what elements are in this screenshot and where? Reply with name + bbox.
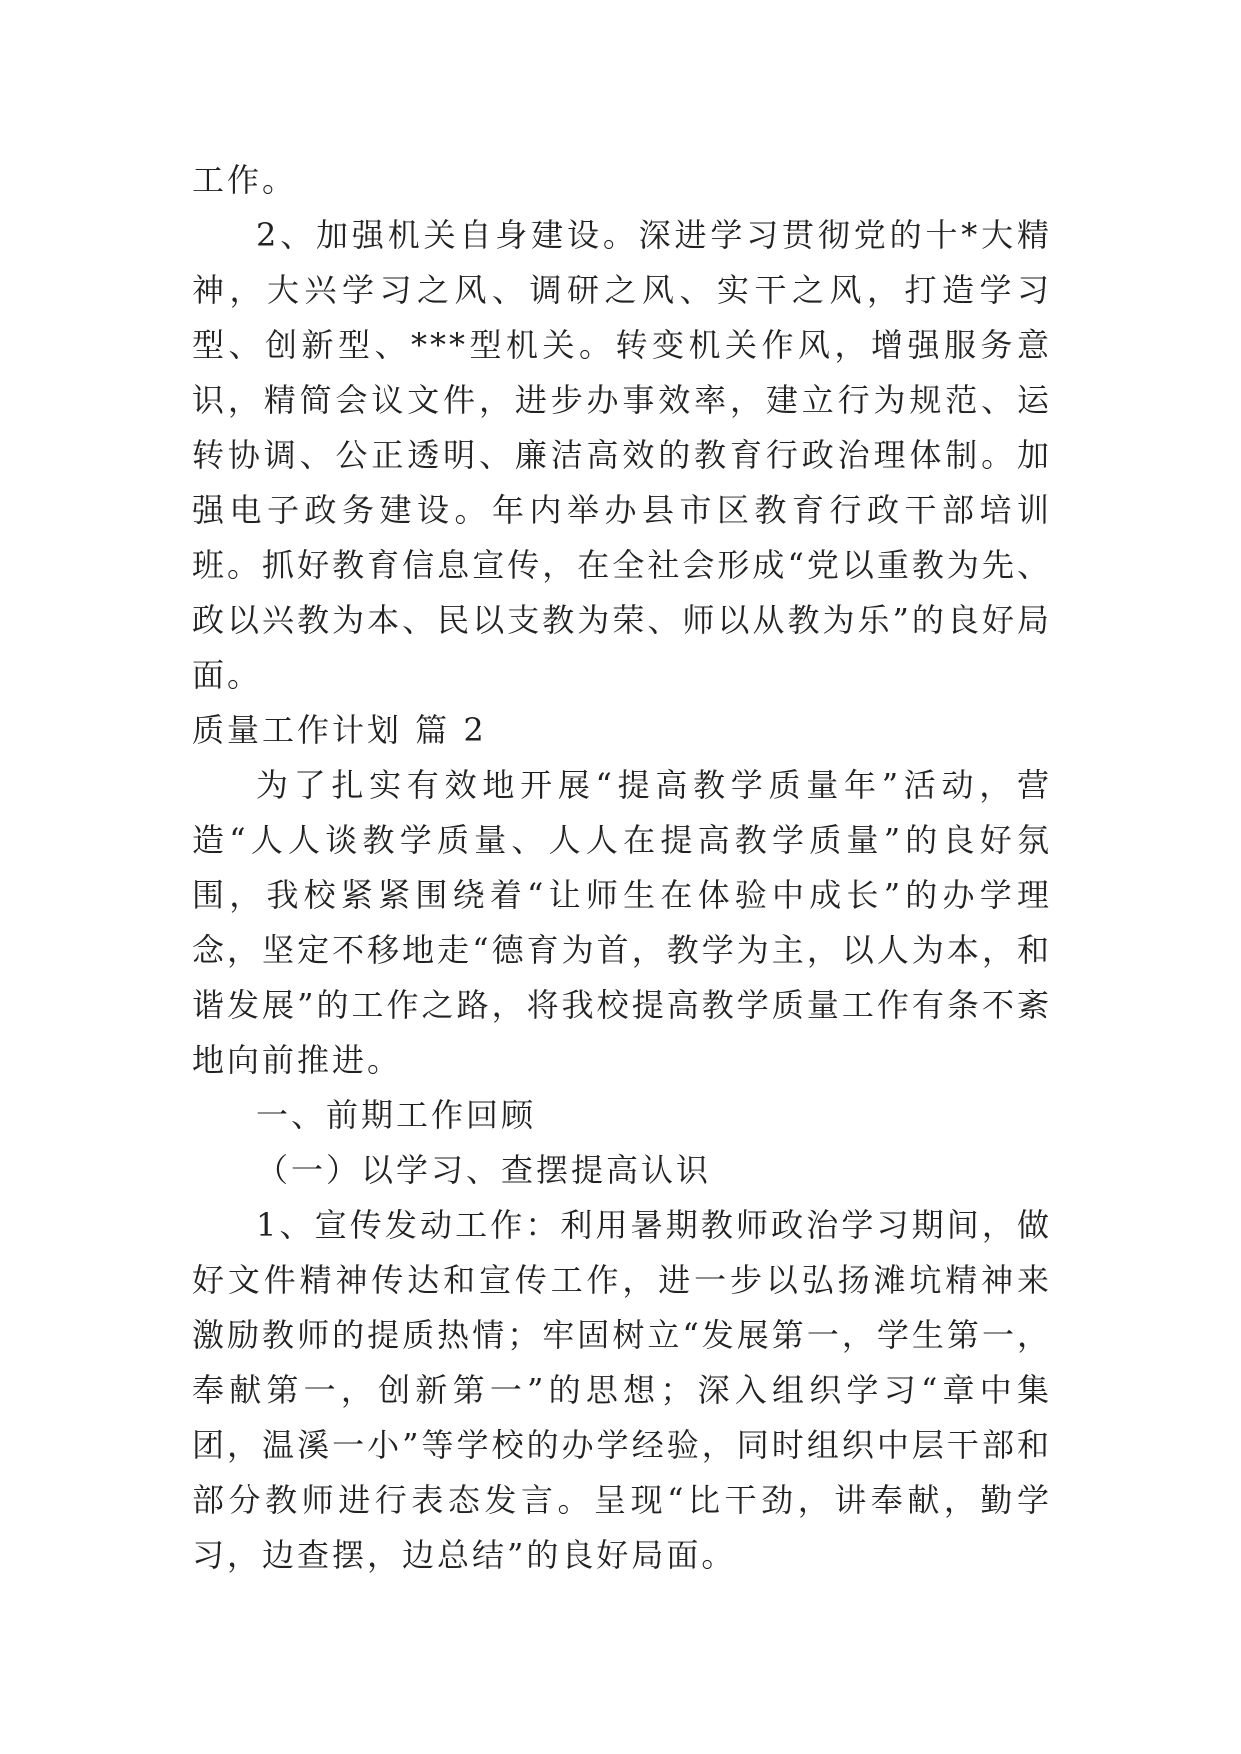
paragraph-agency-building: 2、加强机关自身建设。深进学习贯彻党的十*大精神，大兴学习之风、调研之风、实干之风，打造学习型、创新型、***型机关。转变机关作风，增强服务意识，精简会议文件，进步办事效率，建立行为规范、运转协调、公正透明、廉洁高效的教育行政治理体制。加强电子政务建设。年内举办县市区教育行政干部培训班。抓好教育信息宣传，在全社会形成“党以重教为先、政以兴教为本、民以支教为荣、师以从教为乐”的良好局面。 xyxy=(192,216,1052,694)
paragraph-intro: 为了扎实有效地开展“提高教学质量年”活动，营造“人人谈教学质量、人人在提高教学质量”的良好氛围，我校紧紧围绕着“让师生在体验中成长”的办学理念，坚定不移地走“德育为首，教学为主，以人为本，和谐发展”的工作之路，将我校提高教学质量工作有条不紊地向前推进。 xyxy=(192,766,1052,1079)
document-body xyxy=(192,153,1052,1583)
paragraph-continuation: 工作。 xyxy=(192,161,298,199)
paragraph-publicity: 1、宣传发动工作：利用暑期教师政治学习期间，做好文件精神传达和宣传工作，进一步以弘扬滩坑精神来激励教师的提质热情；牢固树立“发展第一，学生第一，奉献第一，创新第一”的思想；深入组织学习“章中集团，温溪一小”等学校的办学经验，同时组织中层干部和部分教师进行表态发言。呈现“比干劲，讲奉献，勤学习，边查摆，边总结”的良好局面。 xyxy=(192,1206,1052,1574)
subheading-study: （一）以学习、查摆提高认识 xyxy=(256,1151,712,1189)
subheading-review: 一、前期工作回顾 xyxy=(256,1096,537,1134)
section-heading: 质量工作计划 篇 2 xyxy=(192,711,487,749)
